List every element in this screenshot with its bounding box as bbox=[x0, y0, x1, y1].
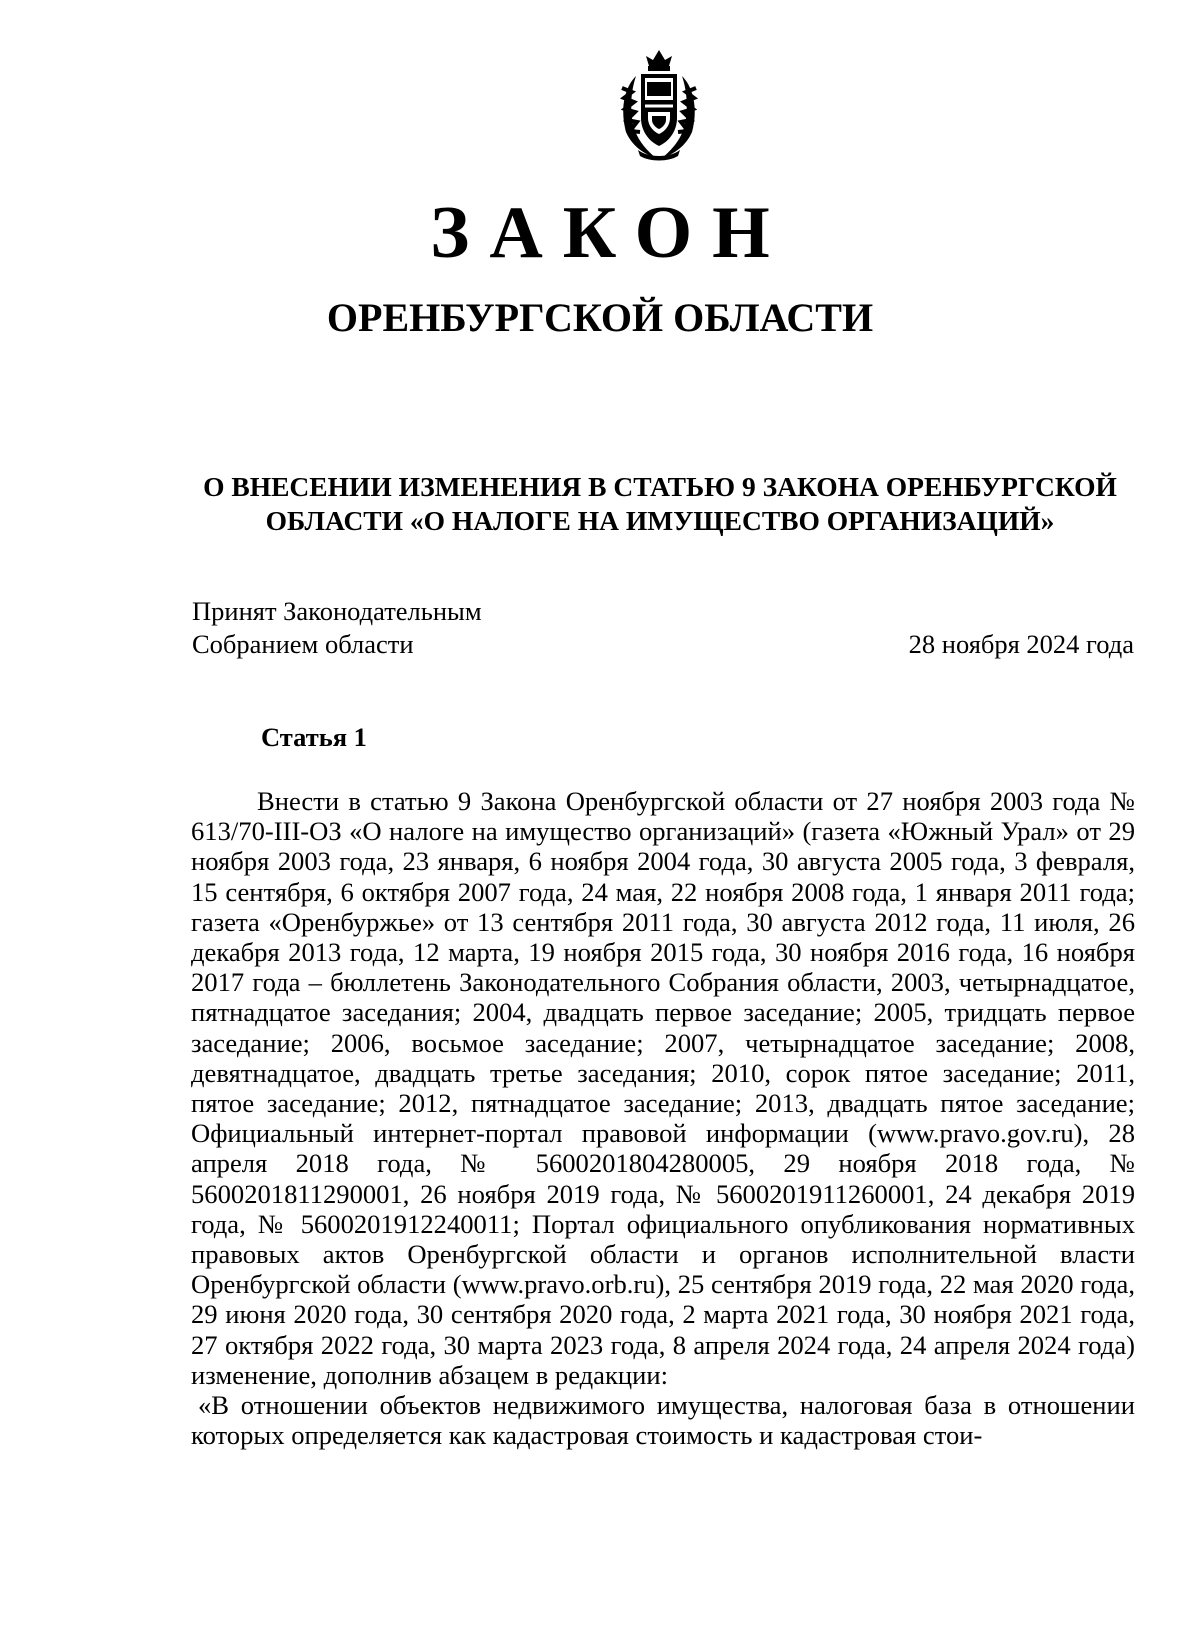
article-title: Статья 1 bbox=[261, 722, 367, 752]
law-heading bbox=[190, 470, 1130, 538]
adoption-line-2: Собранием области bbox=[192, 629, 414, 659]
document-title: ЗАКОН bbox=[430, 192, 790, 274]
adoption-date: 28 ноября 2024 года bbox=[908, 629, 1134, 659]
law-heading-line-2: ОБЛАСТИ «О НАЛОГЕ НА ИМУЩЕСТВО ОРГАНИЗАЦИЙ» bbox=[265, 505, 1055, 536]
article-body bbox=[191, 786, 1135, 1450]
region-subtitle: ОРЕНБУРГСКОЙ ОБЛАСТИ bbox=[326, 295, 874, 340]
coat-of-arms-icon bbox=[614, 48, 704, 164]
law-heading-line-1: О ВНЕСЕНИИ ИЗМЕНЕНИЯ В СТАТЬЮ 9 ЗАКОНА ОРЕНБУРГСКОЙ bbox=[203, 471, 1117, 502]
article-paragraph-1: Внести в статью 9 Закона Оренбургской области от 27 ноября 2003 года № 613/70-III-ОЗ «О налоге на имущество организаций» (газета «Южный Урал» от 29 ноября 2003 года, 23 января, 6 ноября 2004 года, 30 августа 2005 года, 3 февраля, 15 сентября, 6 октября 2007 года, 24 мая, 22 ноября 2008 года, 1 января 2011 года; газета «Оренбуржье» от 13 сентября 2011 года, 30 августа 2012 года, 11 июля, 26 декабря 2013 года, 12 марта, 19 ноября 2015 года, 30 ноября 2016 года, 16 ноября 2017 года – бюллетень Законодательного Собрания области, 2003, четырнадцатое, пятнадцатое заседания; 2004, двадцать первое заседание; 2005, тридцать первое заседание; 2006, восьмое заседание; 2007, четырнадцатое заседание; 2008, девятнадцатое, двадцать третье заседания; 2010, сорок пятое заседание; 2011, пятое заседание; 2012, пятнадцатое заседание; 2013, двадцать пятое заседание; Официальный интернет-портал правовой информации (www.pravo.gov.ru), 28 апреля 2018 года, № 5600201804280005, 29 ноября 2018 года, № 5600201811290001, 26 ноября 2019 года, № 5600201911260001, 24 декабря 2019 года, № 5600201912240011; Портал официального опубликования нормативных правовых актов Оренбургской области и органов исполнительной власти Оренбургской области (www.pravo.orb.ru), 25 сентября 2019 года, 22 мая 2020 года, 29 июня 2020 года, 30 сентября 2020 года, 2 марта 2021 года, 30 ноября 2021 года, 27 октября 2022 года, 30 марта 2023 года, 8 апреля 2024 года, 24 апреля 2024 года) изменение, дополнив абзацем в редакции: bbox=[191, 786, 1135, 1390]
article-paragraph-2: «В отношении объектов недвижимого имущества, налоговая база в отношении которых определяется как кадастровая стоимость и кадастровая стои- bbox=[191, 1390, 1135, 1451]
adoption-line-1: Принят Законодательным bbox=[192, 596, 482, 626]
